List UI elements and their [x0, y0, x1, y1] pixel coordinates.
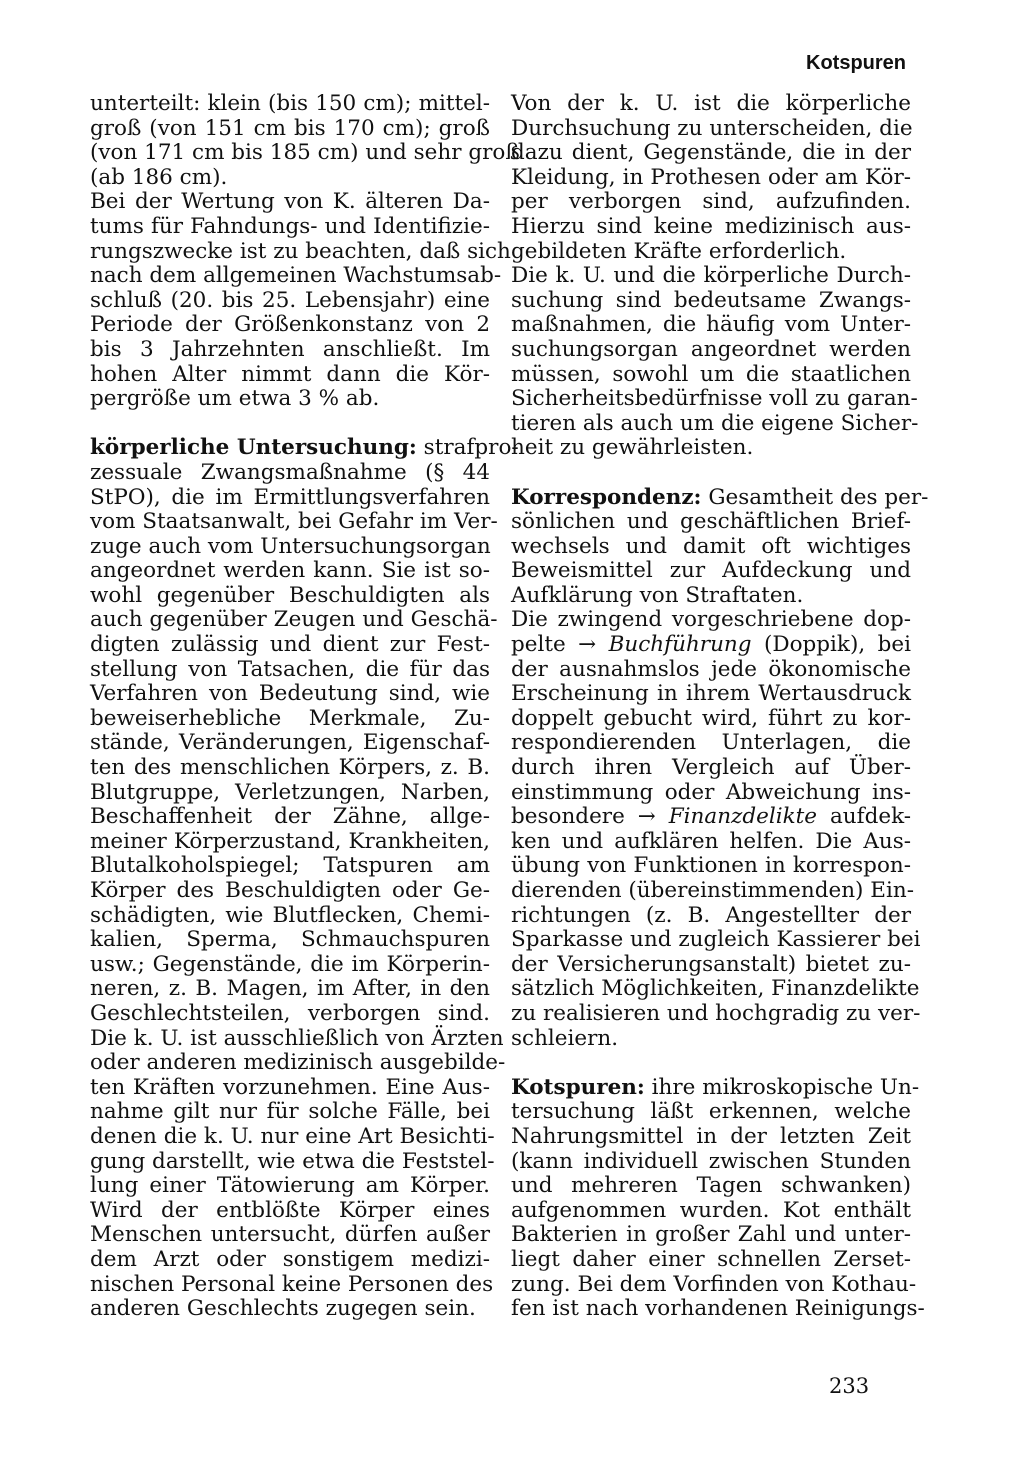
text-line: Körper des Beschuldigten oder Ge- [90, 878, 490, 903]
text-line: Periode der Größenkonstanz von 2 [90, 312, 490, 338]
text-line: groß (von 151 cm bis 170 cm); groß [90, 115, 490, 141]
text-run: aufdek- [817, 804, 912, 830]
text-line: schädigten, wie Blutflecken, Chemi- [90, 902, 490, 928]
text-line: pergröße um etwa 3 % ab. [90, 386, 380, 412]
paragraph-gap [90, 412, 490, 437]
text-line: nahme gilt nur für solche Fälle, bei [90, 1099, 490, 1125]
text-line: digten zulässig und dient zur Fest- [90, 632, 490, 658]
text-line: per verborgen sind, aufzufinden. [511, 189, 911, 215]
text-line: dierenden (übereinstimmenden) Ein- [511, 878, 914, 903]
text-line: stände, Veränderungen, Eigenschaf- [90, 730, 490, 756]
text-run: pelte → [511, 632, 609, 658]
text-line: nach dem allgemeinen Wachstumsab- [90, 263, 502, 289]
text-line: zu realisieren und hochgradig zu ver- [511, 1000, 921, 1026]
text-line: Beschaffenheit der Zähne, allge- [90, 804, 490, 830]
text-line: Hierzu sind keine medizinisch aus- [511, 213, 911, 239]
text-line: dazu dient, Gegenstände, die in der [511, 140, 911, 166]
text-line: Bei der Wertung von K. älteren Da- [90, 189, 490, 215]
text-line: der ausnahmslos jede ökonomische [511, 656, 911, 682]
text-line: beweiserhebliche Merkmale, Zu- [90, 705, 490, 731]
entry-term: Kotspuren: [511, 1074, 645, 1100]
text-line: ken und aufklären helfen. Die Aus- [511, 828, 911, 854]
entry-text: ihre mikroskopische Un- [644, 1074, 920, 1100]
text-line: meiner Körperzustand, Krankheiten, [90, 828, 490, 854]
paragraph [511, 263, 919, 461]
text-line: StPO), die im Ermittlungsverfahren [90, 484, 490, 510]
text-line: Geschlechtsteilen, verborgen sind. [90, 1000, 490, 1026]
text-line: fen ist nach vorhandenen Reinigungs- [511, 1296, 925, 1322]
text-line: zuge auch vom Untersuchungsorgan [90, 533, 491, 559]
text-line: ten Kräften vorzunehmen. Eine Aus- [90, 1074, 490, 1100]
text-line: maßnahmen, die häufig vom Unter- [511, 312, 911, 338]
entry-term: körperliche Untersuchung: [90, 435, 417, 461]
paragraph [90, 91, 520, 190]
text-line: übung von Funktionen in korrespon- [511, 853, 911, 879]
left-column [90, 91, 520, 1322]
text-line: Kleidung, in Prothesen oder am Kör- [511, 164, 911, 190]
text-line: wohl gegenüber Beschuldigten als [90, 582, 490, 608]
cross-reference-link[interactable]: Finanzdelikte [668, 804, 818, 830]
page-number: 233 [829, 1374, 870, 1398]
paragraph [511, 607, 921, 1051]
text-line: Menschen untersucht, dürfen außer [90, 1222, 490, 1248]
paragraph-gap [511, 1051, 911, 1076]
text-line: Nahrungsmittel in der letzten Zeit [511, 1123, 911, 1149]
text-line: Die k. U. ist ausschließlich von Ärzten [90, 1025, 504, 1051]
text-line: müssen, sowohl um die staatlichen [511, 361, 911, 387]
entry-term: Korrespondenz: [511, 484, 702, 510]
text-line: Erscheinung in ihrem Wertausdruck [511, 681, 911, 707]
text-line: einstimmung oder Abweichung ins- [511, 779, 911, 805]
text-line: Sicherheitsbedürfnisse voll zu garan- [511, 386, 918, 412]
text-line: durch ihren Vergleich auf Über- [511, 755, 911, 781]
text-line: und mehreren Tagen schwanken) [511, 1173, 911, 1199]
text-line: suchung sind bedeutsame Zwangs- [511, 287, 911, 313]
text-line: richtungen (z. B. Angestellter der [511, 902, 911, 928]
text-line [511, 1074, 920, 1101]
text-line: liegt daher einer schnellen Zerset- [511, 1246, 911, 1272]
text-line: Verfahren von Bedeutung sind, wie [90, 681, 490, 707]
text-line: Von der k. U. ist die körperliche [511, 91, 911, 116]
text-line: angeordnet werden kann. Sie ist so- [90, 558, 490, 584]
text-line: Die k. U. und die körperliche Durch- [511, 263, 911, 289]
text-line: vom Staatsanwalt, bei Gefahr im Ver- [90, 509, 498, 535]
text-line: neren, z. B. Magen, im After, in den [90, 976, 490, 1002]
text-line: (ab 186 cm). [90, 164, 228, 190]
text-line: (von 171 cm bis 185 cm) und sehr groß [90, 140, 520, 166]
text-line: Blutalkoholspiegel; Tatspuren am [90, 853, 490, 879]
text-line: Wird der entblößte Körper eines [90, 1197, 490, 1223]
text-line: schluß (20. bis 25. Lebensjahr) eine [90, 287, 490, 313]
text-line: denen die k. U. nur eine Art Besichti- [90, 1123, 495, 1149]
text-line: der Versicherungsanstalt) bietet zu- [511, 951, 911, 977]
text-line: Sparkasse und zugleich Kassierer bei [511, 927, 921, 953]
dictionary-entry-koerperliche-untersuchung [90, 435, 519, 1322]
right-column [511, 91, 929, 1322]
text-line: suchungsorgan angeordnet werden [511, 336, 911, 362]
entry-text: strafpro- [416, 435, 519, 461]
text-line: zung. Bei dem Vorfinden von Kothau- [511, 1271, 917, 1297]
text-line: usw.; Gegenstände, die im Körperin- [90, 951, 490, 977]
text-line: oder anderen medizinisch ausgebilde- [90, 1050, 506, 1076]
text-line: gebildeten Kräfte erforderlich. [511, 238, 847, 264]
text-line: ten des menschlichen Körpers, z. B. [90, 755, 490, 781]
running-head: Kotspuren [806, 52, 906, 74]
text-line: tums für Fahndungs- und Identifizie- [90, 213, 490, 239]
paragraph [90, 189, 511, 412]
text-line: heit zu gewährleisten. [511, 435, 754, 461]
text-line: dem Arzt oder sonstigem medizi- [90, 1246, 490, 1272]
text-run: besondere → [511, 804, 669, 830]
text-line: bis 3 Jahrzehnten anschließt. Im [90, 336, 490, 362]
text-line: schleiern. [511, 1025, 619, 1051]
paragraph-gap [511, 461, 911, 486]
text-line: zessuale Zwangsmaßnahme (§ 44 [90, 459, 490, 485]
text-line: tieren als auch um die eigene Sicher- [511, 410, 919, 436]
text-line: auch gegenüber Zeugen und Geschä- [90, 607, 498, 633]
text-line: stellung von Tatsachen, die für das [90, 656, 490, 682]
text-line [511, 633, 911, 658]
entry-text: Gesamtheit des per- [701, 484, 929, 510]
text-line: Blutgruppe, Verletzungen, Narben, [90, 779, 490, 805]
text-line: unterteilt: klein (bis 150 cm); mittel- [90, 91, 490, 116]
text-line [90, 435, 519, 461]
paragraph [511, 92, 911, 264]
text-line: doppelt gebucht wird, führt zu kor- [511, 705, 911, 731]
dictionary-entry-kotspuren [511, 1074, 925, 1322]
text-line: rungszwecke ist zu beachten, daß sich [90, 238, 511, 264]
text-line: nischen Personal keine Personen des [90, 1271, 494, 1297]
text-run: (Doppik), bei [751, 632, 911, 658]
dictionary-entry-korrespondenz [511, 484, 929, 609]
text-line: Die zwingend vorgeschriebene dop- [511, 607, 911, 633]
text-line [511, 484, 929, 511]
text-line: Aufklärung von Straftaten. [511, 582, 804, 608]
text-line: lung einer Tätowierung am Körper. [90, 1173, 490, 1199]
text-line [511, 805, 911, 830]
text-line: sätzlich Möglichkeiten, Finanzdelikte [511, 976, 920, 1002]
text-line: aufgenommen wurden. Kot enthält [511, 1197, 911, 1223]
text-line: sönlichen und geschäftlichen Brief- [511, 509, 911, 535]
text-line: Bakterien in großer Zahl und unter- [511, 1222, 911, 1248]
text-line: Durchsuchung zu unterscheiden, die [511, 115, 913, 141]
text-line: kalien, Sperma, Schmauchspuren [90, 927, 490, 953]
text-line: hohen Alter nimmt dann die Kör- [90, 361, 490, 387]
text-line: (kann individuell zwischen Stunden [511, 1148, 911, 1174]
text-line: Beweismittel zur Aufdeckung und [511, 558, 911, 584]
cross-reference-link[interactable]: Buchführung [608, 632, 752, 658]
text-line: tersuchung läßt erkennen, welche [511, 1099, 911, 1125]
text-line: respondierenden Unterlagen, die [511, 730, 911, 756]
text-line: wechsels und damit oft wichtiges [511, 533, 911, 559]
text-line: anderen Geschlechts zugegen sein. [90, 1296, 476, 1322]
text-line: gung darstellt, wie etwa die Feststel- [90, 1148, 495, 1174]
